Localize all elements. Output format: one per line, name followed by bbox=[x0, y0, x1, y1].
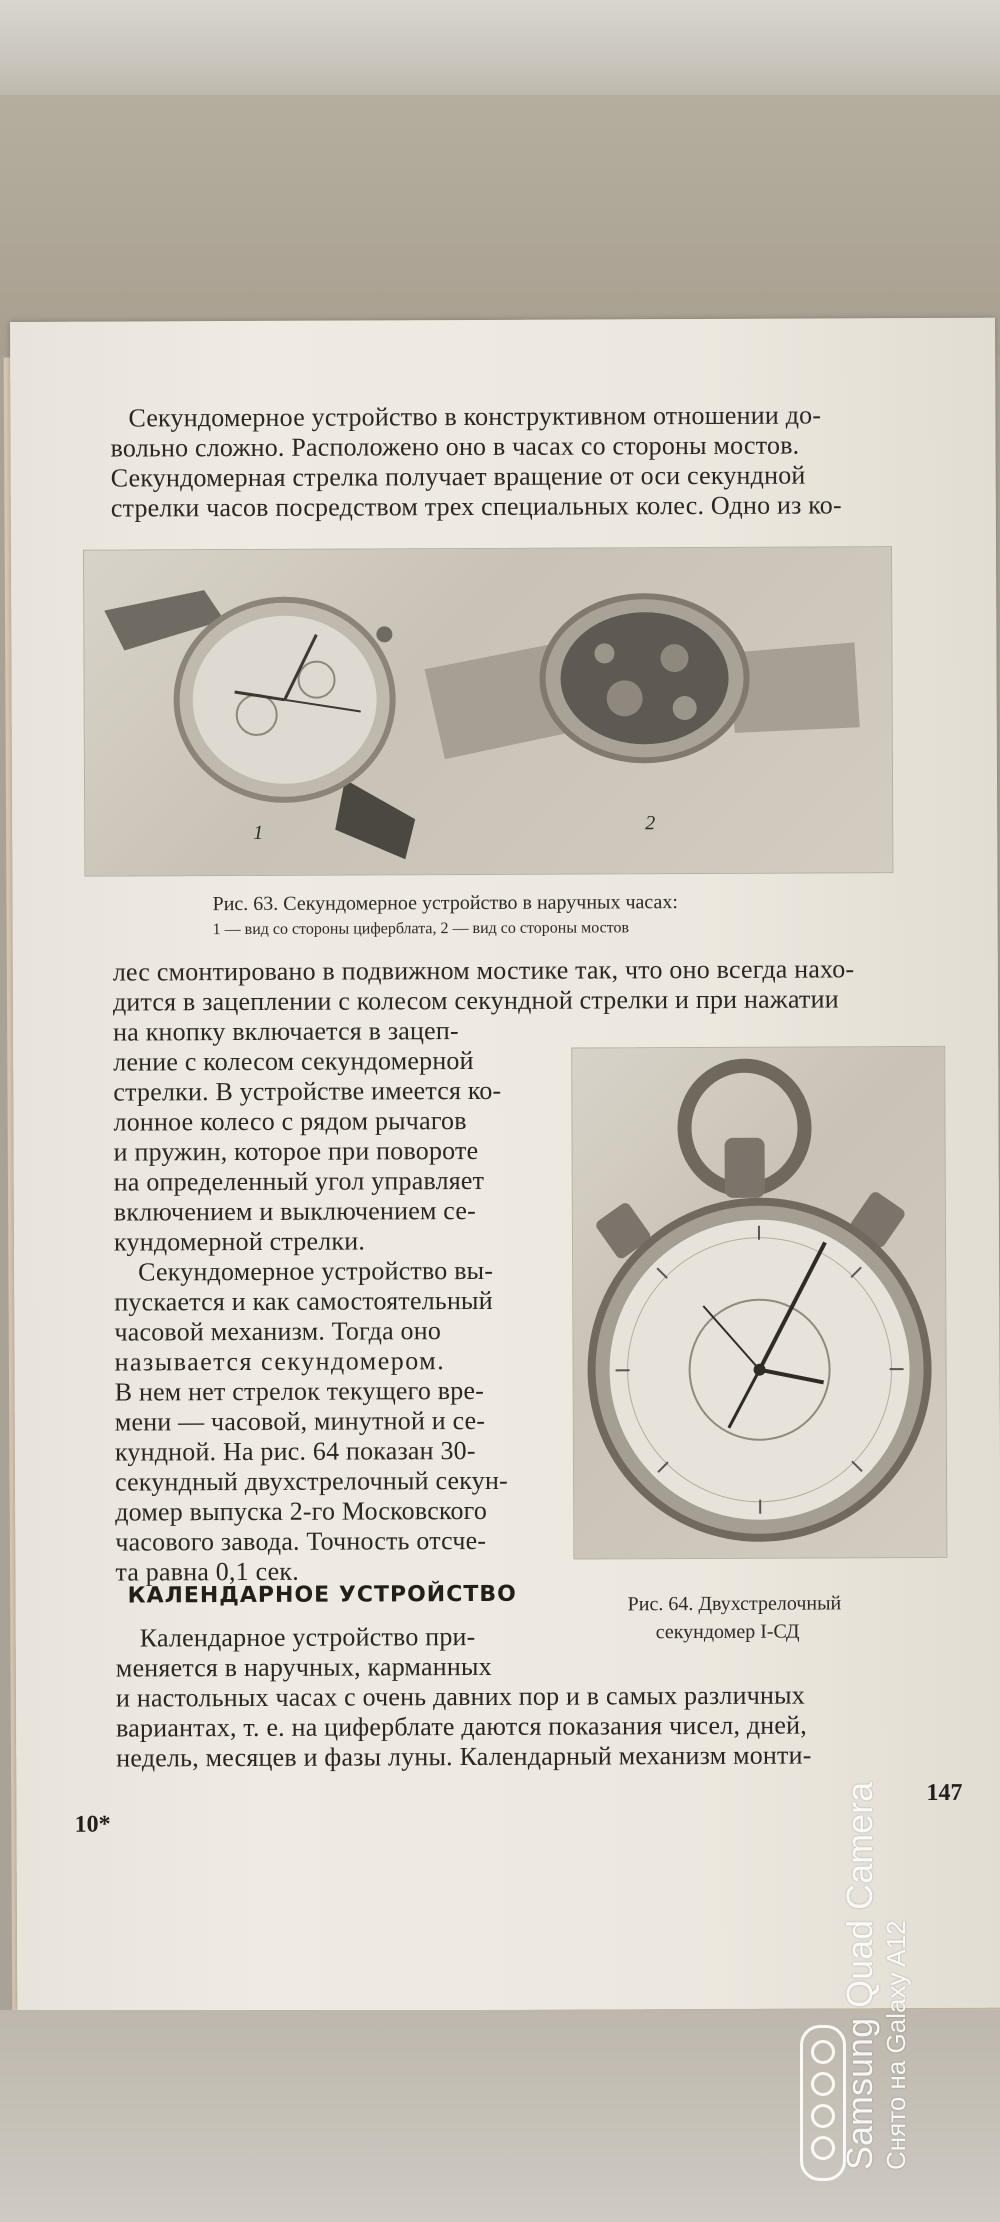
text-line: домер выпуска 2-го Московского bbox=[115, 1495, 488, 1527]
text-line: вольно сложно. Расположено оно в часах со стороны мостов. bbox=[110, 430, 800, 463]
signature-mark: 10* bbox=[74, 1811, 111, 1838]
section-heading: КАЛЕНДАРНОЕ УСТРОЙСТВО bbox=[127, 1581, 517, 1609]
text-line: кундомерной стрелки. bbox=[113, 1226, 366, 1257]
text-line: Секундомерная стрелка получает вращение от оси секундной bbox=[110, 460, 806, 493]
book-page bbox=[10, 318, 1000, 2012]
figure-64-caption-line-1: Рис. 64. Двухстрелочный bbox=[627, 1592, 842, 1616]
text-line: лонное колесо с рядом рычагов bbox=[113, 1106, 467, 1137]
paragraph-2 bbox=[113, 954, 918, 1018]
page-number: 147 bbox=[926, 1779, 963, 1807]
paragraph-3-column bbox=[114, 1256, 540, 1588]
stopwatch-illustration bbox=[572, 1047, 946, 1559]
watermark-line-1: Samsung Quad Camera bbox=[839, 1781, 880, 2170]
figure-64-caption-line-2: секундомер I-СД bbox=[655, 1620, 800, 1644]
paragraph-1 bbox=[110, 400, 876, 523]
text-line: часового завода. Точность отсче- bbox=[115, 1525, 487, 1557]
figure-63-label-1: 1 bbox=[253, 821, 264, 844]
text-line: стрелки часов посредством трех специальных колес. Одно из ко- bbox=[110, 490, 842, 523]
text-line: часовой механизм. Тогда оно bbox=[114, 1316, 442, 1347]
text-line: на определенный угол управляет bbox=[113, 1165, 485, 1197]
text-line: та равна 0,1 сек. bbox=[115, 1556, 299, 1587]
text-line: Календарное устройство при- bbox=[139, 1621, 476, 1653]
text-line: называется секундомером. bbox=[114, 1346, 446, 1377]
text-line: недель, месяцев и фазы луны. Календарный механизм монти- bbox=[116, 1740, 812, 1773]
text-line: и настольных часах с очень давних пор и в самых различных bbox=[115, 1680, 805, 1713]
text-line: секундный двухстрелочный секун- bbox=[114, 1465, 508, 1497]
wristwatch-illustration bbox=[84, 547, 892, 876]
figure-63-caption: Рис. 63. Секундомерное устройство в наручных часах: bbox=[212, 891, 678, 916]
text-line: В нем нет стрелок текущего вре- bbox=[114, 1375, 485, 1407]
text-line: на кнопку включается в зацеп- bbox=[113, 1016, 459, 1047]
text-line: дится в зацеплении с колесом секундной стрелки и при нажатии bbox=[112, 984, 839, 1017]
figure-63-label-2: 2 bbox=[645, 812, 656, 835]
text-line: и пружин, которое при повороте bbox=[113, 1135, 479, 1167]
text-line: Секундомерное устройство в конструктивном отношении до- bbox=[128, 400, 822, 433]
background-top bbox=[0, 0, 1000, 110]
text-line: лес смонтировано в подвижном мостике так, что оно всегда нахо- bbox=[112, 954, 855, 987]
text-line: пускается и как самостоятельный bbox=[114, 1285, 493, 1317]
text-line: Секундомерное устройство вы- bbox=[138, 1255, 494, 1287]
figure-63-subcaption: 1 — вид со стороны циферблата, 2 — вид со стороны мостов bbox=[212, 919, 630, 939]
text-line: стрелки. В устройстве имеется ко- bbox=[113, 1075, 502, 1107]
text-line: меняется в наручных, карманных bbox=[115, 1651, 492, 1683]
watermark-line-2: Снято на Galaxy A12 bbox=[881, 1920, 911, 2170]
camera-watermark bbox=[840, 1782, 912, 2170]
text-line: ление с колесом секундомерной bbox=[113, 1045, 474, 1077]
figure-64-photo bbox=[571, 1046, 947, 1560]
paragraph-4 bbox=[116, 1680, 921, 1774]
text-line: вариантах, т. е. на циферблате даются показания чисел, дней, bbox=[116, 1710, 807, 1743]
background-desk bbox=[0, 95, 1000, 355]
text-line: кундной. На рис. 64 показан 30- bbox=[114, 1435, 476, 1467]
figure-63-photo bbox=[83, 546, 893, 877]
paragraph-4-column bbox=[116, 1622, 556, 1684]
text-line: мени — часовой, минутной и се- bbox=[114, 1405, 486, 1437]
paragraph-2-column bbox=[113, 1016, 539, 1258]
text-line: включением и выключением се- bbox=[113, 1195, 476, 1227]
